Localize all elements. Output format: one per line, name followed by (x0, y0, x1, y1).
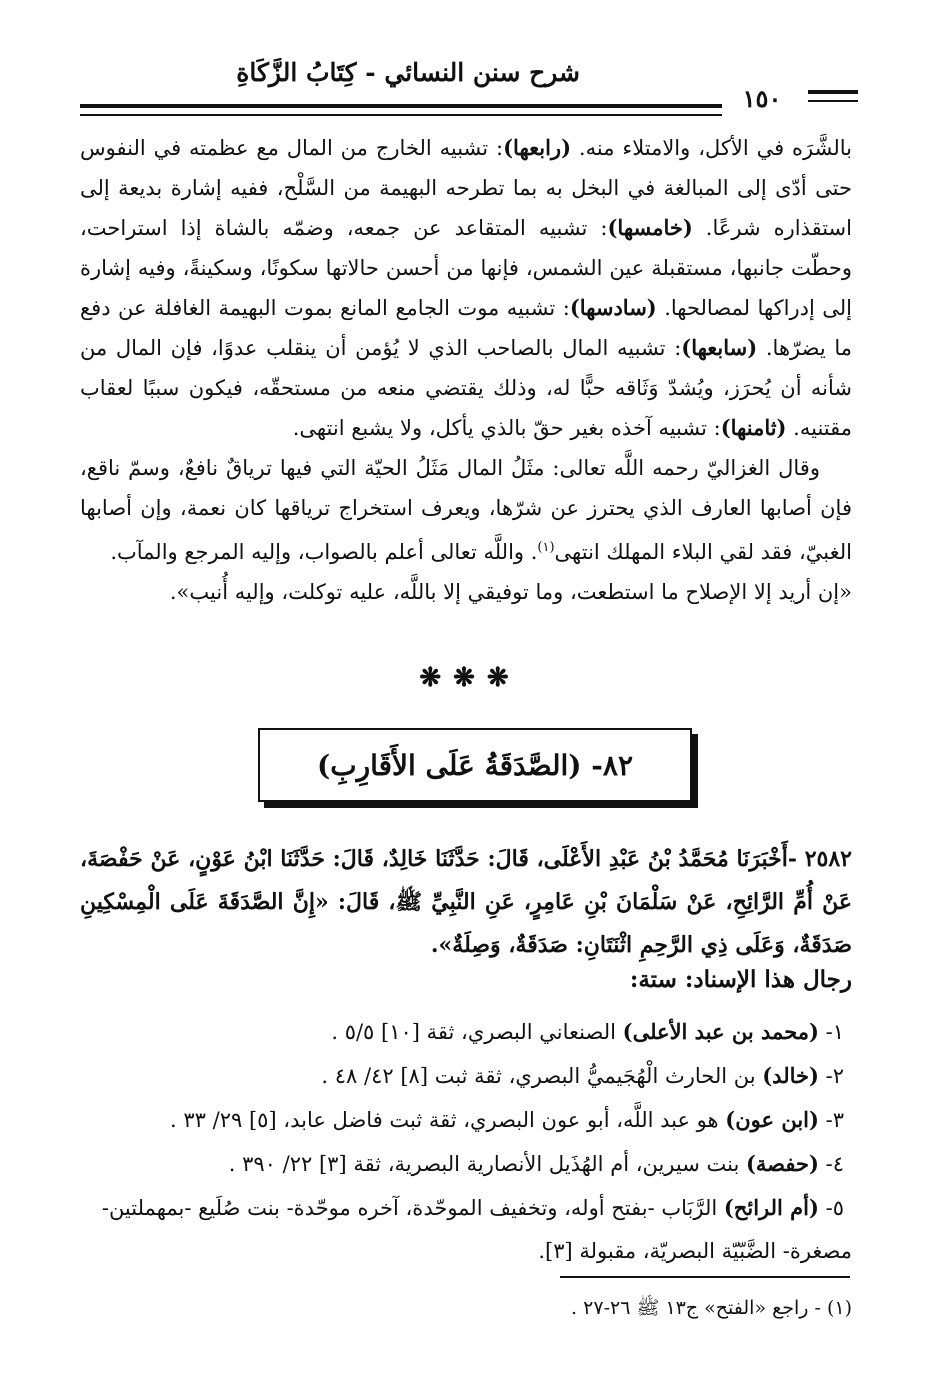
narrators-heading: رجال هذا الإسناد: ستة: (629, 966, 852, 993)
narrator-details: الصنعاني البصري، ثقة [١٠] ٥/٥ . (331, 1020, 623, 1044)
chapter-title: ٨٢- (الصَّدَقَةُ عَلَى الأَقَارِبِ) (317, 748, 633, 782)
header-rule-right-thin (808, 100, 858, 102)
commentary-text: : تشبيه المال بالصاحب الذي لا يُؤمن أن ينقلب عدوًا، فإن المال من شأنه أن يُحرَز، ويُشدّ وَثَاقه حبًّا له، وذلك يقتضي منعه من مستحقّه، فيكون سببًا لعقاب مقتنيه. (80, 336, 852, 440)
page-number: ١٥٠ (742, 84, 782, 113)
commentary-label-fifth: (خامسها) (607, 215, 693, 240)
item-number: ١- (818, 1020, 844, 1044)
narrator-details: بنت سيرين، أم الهُذَيل الأنصارية البصرية، ثقة [٣] ٢٢/ ٣٩٠ . (228, 1152, 746, 1176)
list-item (80, 1098, 852, 1142)
commentary-text: : تشبيه آخذه بغير حقّ بالذي يأكل، ولا يشبع انتهى. (292, 416, 721, 440)
header-rule-thin (80, 114, 722, 116)
narrator-name: (ابن عون) (725, 1107, 819, 1132)
header-rule-thick (80, 104, 722, 108)
commentary-label-eighth: (ثامنها) (720, 415, 787, 440)
hadith-text (80, 838, 852, 967)
list-item (80, 1010, 852, 1054)
footnote-divider (560, 1276, 850, 1278)
item-number: ٣- (818, 1108, 844, 1132)
running-title: شرح سنن النسائي - كِتَابُ الزَّكَاةِ (236, 58, 580, 87)
list-item (80, 1142, 852, 1186)
narrator-details: هو عبد اللَّه، أبو عون البصري، ثقة ثبت فاضل عابد، [٥] ٢٩/ ٣٣ . (170, 1108, 726, 1132)
commentary-label-seventh: (سابعها) (681, 335, 758, 360)
narrator-name: (حفصة) (745, 1151, 819, 1176)
commentary-label-sixth: (سادسها) (569, 295, 657, 320)
narrator-name: (أم الرائح) (723, 1195, 819, 1220)
narrators-list (80, 1010, 852, 1273)
narrator-name: (خالد) (762, 1063, 819, 1088)
item-number: ٢- (818, 1064, 844, 1088)
commentary-label-fourth: (رابعها) (503, 135, 572, 160)
header-rule-right-thick (808, 90, 858, 94)
commentary-text: : تشبيه موت الجامع المانع بموت البهيمة الغافلة عن دفع ما يضرّها. (80, 296, 852, 360)
narrator-details: بن الحارث الْهُجَيميُّ البصري، ثقة ثبت [٨] ٤٢/ ٤٨ . (321, 1064, 763, 1088)
ghazali-quote: وقال الغزاليّ رحمه اللَّه تعالى: مثَلُ المال مَثَلُ الحيّة التي فيها ترياقٌ نافعٌ، وسمّ ناقع، فإن أصابها العارف الذي يحترز عن شرّها، ويعرف استخراج ترياقها كان نعمة، وإن أصابها الغبيّ، فقد لقي البلاء المهلك انتهى (80, 456, 852, 564)
narrator-details: الرَّبَاب -بفتح أوله، وتخفيف الموحّدة، آخره موحّدة- بنت صُلَيع -بمهملتين- مصغرة- الضَّبّيّة البصريّة، مقبولة [٣]. (101, 1196, 852, 1263)
chapter-heading-box (258, 728, 692, 802)
closing-phrase: . واللَّه تعالى أعلم بالصواب، وإليه المرجع والمآب. (110, 540, 538, 564)
commentary-text: : تشبيه الخارج من المال مع عظمته في النفوس حتى أدّى إلى المبالغة في البخل به بما تطرحه البهيمة من السَّلْح، ففيه إشارة بديعة إلى استقذاره شرعًا. (80, 136, 852, 240)
hadith-paragraph: ٢٥٨٢ -أَخْبَرَنَا مُحَمَّدُ بْنُ عَبْدِ الأَعْلَى، قَالَ: حَدَّثَنَا خَالِدٌ، قَالَ: حَدَّثَنَا ابْنُ عَوْنٍ، عَنْ حَفْصَةَ، عَنْ أُمِّ الرَّائِحِ، عَنْ سَلْمَانَ بْنِ عَامِرٍ، عَنِ النَّبِيِّ ﷺ، قَالَ: «إِنَّ الصَّدَقَةَ عَلَى الْمِسْكِينِ صَدَقَةٌ، وَعَلَى ذِي الرَّحِمِ اثْنَتَانِ: صَدَقَةٌ، وَصِلَةٌ». (80, 846, 852, 958)
commentary (80, 128, 852, 612)
footnote-marker[interactable]: (١) (537, 540, 555, 555)
commentary-text: بالشَّرَه في الأكل، والامتلاء منه. (571, 136, 852, 160)
item-number: ٥- (818, 1196, 844, 1220)
commentary-paragraph-2 (80, 448, 852, 572)
list-item (80, 1054, 852, 1098)
commentary-paragraph-1 (80, 128, 852, 448)
footnote: (١) - راجع «الفتح» ج١٣ ﷺ ٢٦-٢٧ . (571, 1297, 852, 1319)
commentary-paragraph-3: «إن أريد إلا الإصلاح ما استطعت، وما توفيقي إلا باللَّه، عليه توكلت، وإليه أُنيب». (169, 580, 852, 604)
section-separator: ❋❋❋ (419, 663, 521, 693)
item-number: ٤- (818, 1152, 844, 1176)
list-item (80, 1186, 852, 1273)
narrator-name: (محمد بن عبد الأعلى) (622, 1019, 819, 1044)
commentary-text: : تشبيه المتقاعد عن جمعه، وضمّه بالشاة إذا استراحت، وحطّت جانبها، مستقبلة عين الشمس، فإنها من أحسن حالاتها سكونًا، وسكينةً، وفيه إشارة إلى إدراكها لمصالحها. (80, 216, 852, 320)
